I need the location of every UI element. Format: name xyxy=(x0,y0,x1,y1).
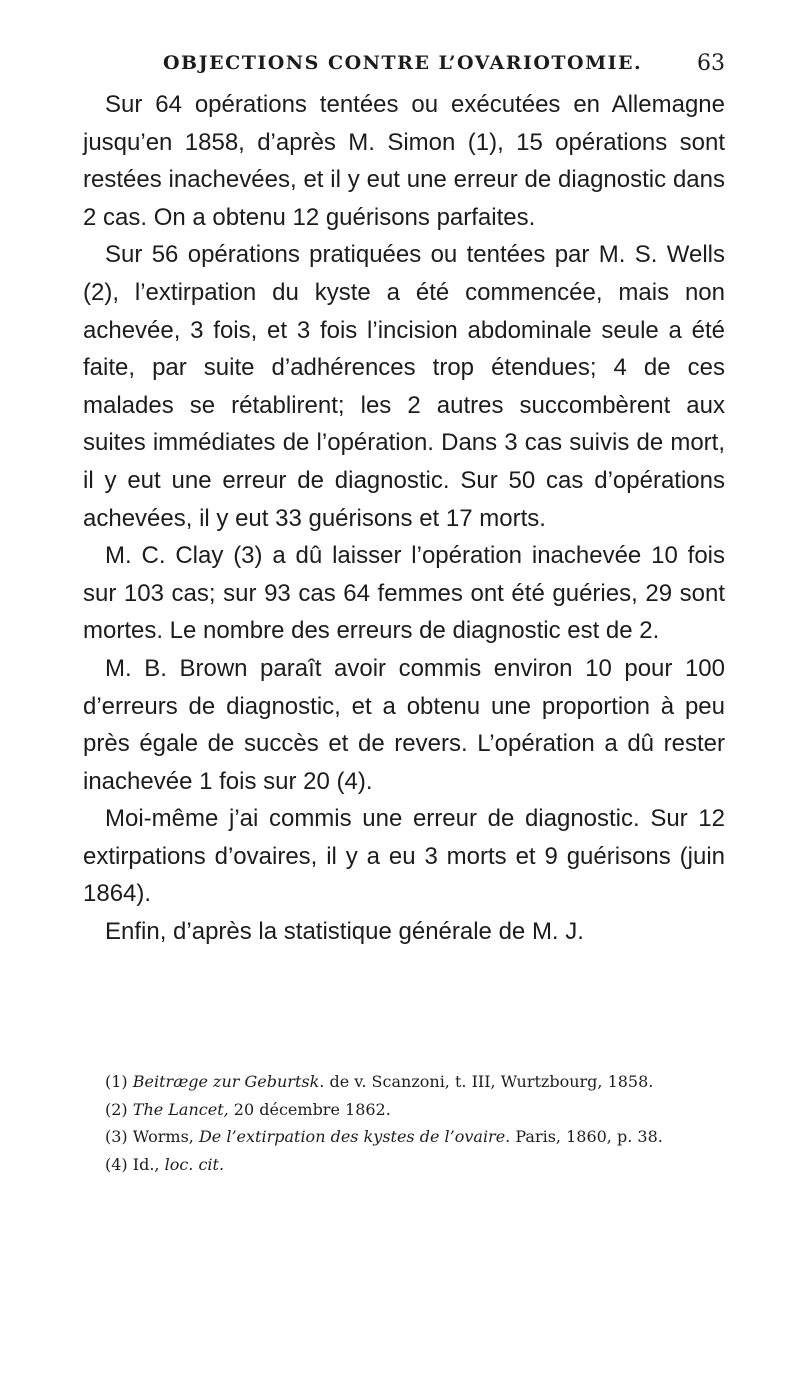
running-head xyxy=(83,52,725,80)
footnote-3 xyxy=(83,1123,733,1151)
page-number: 63 xyxy=(697,51,725,76)
footnote-title: Beitræge zur Geburtsk. xyxy=(132,1072,325,1091)
footnote-2 xyxy=(83,1096,733,1124)
footnote-title: loc. cit. xyxy=(164,1154,225,1174)
footnote-marker: (3) xyxy=(105,1127,128,1146)
paragraph-brown-statistics: M. B. Brown paraît avoir commis environ 10 pour 100 d’erreurs de diagnostic, et a obtenu une proportion à peu près égale de succès et de revers. L’opération a dû rester inachevée 1 fois sur 20 (4). xyxy=(83,654,725,795)
footnote-text: Paris, 1860, p. 38. xyxy=(510,1127,663,1146)
footnote-text: 20 décembre 1862. xyxy=(228,1099,391,1119)
footnote-title: The Lancet, xyxy=(132,1099,229,1119)
footnote-text: de v. Scanzoni, t. III, Wurtzbourg, 1858. xyxy=(324,1072,654,1091)
footnote-author: Worms, xyxy=(127,1127,199,1146)
footnote-marker: (1) xyxy=(105,1072,128,1091)
running-title: OBJECTIONS CONTRE L’OVARIOTOMIE. xyxy=(163,52,643,74)
footnotes xyxy=(83,1068,733,1178)
footnote-marker: (4) xyxy=(105,1154,128,1174)
footnote-1 xyxy=(83,1068,733,1096)
footnote-marker: (2) xyxy=(105,1099,128,1119)
paragraph-author-statistics: Moi-même j’ai commis une erreur de diagnostic. Sur 12 extirpations d’ovaires, il y a eu 3 morts et 9 guérisons (juin 1864). xyxy=(83,805,725,908)
paragraph-clay-statistics: M. C. Clay (3) a dû laisser l’opération inachevée 10 fois sur 103 cas; sur 93 cas 64 femmes ont été guéries, 29 sont mortes. Le nombre des erreurs de diagnostic est de 2. xyxy=(83,542,725,645)
footnote-4 xyxy=(83,1151,733,1179)
footnote-title: De l’extirpation des kystes de l’ovaire. xyxy=(198,1127,511,1146)
paragraph-general-statistics: Enfin, d’après la statistique générale de M. J. xyxy=(105,918,584,946)
paragraph-germany-statistics: Sur 64 opérations tentées ou exécutées en Allemagne jusqu’en 1858, d’après M. Simon (1), 15 opérations sont restées inachevées, et il y eut une erreur de diagnostic dans 2 cas. On a obtenu 12 guérisons parfaites. xyxy=(83,91,725,231)
footnote-author: Id., xyxy=(127,1154,165,1174)
body-text xyxy=(83,86,725,951)
paragraph-wells-statistics: Sur 56 opérations pratiquées ou tentées par M. S. Wells (2), l’extirpation du kyste a été commencée, mais non achevée, 3 fois, et 3 fois l’incision abdominale seule a été faite, par suite d’adhérences trop étendues; 4 de ces malades se rétablirent; les 2 autres succombèrent aux suites immédiates de l’opération. Dans 3 cas suivis de mort, il y eut une erreur de diagnostic. Sur 50 cas d’opérations achevées, il y eut 33 guérisons et 17 morts. xyxy=(83,241,725,532)
